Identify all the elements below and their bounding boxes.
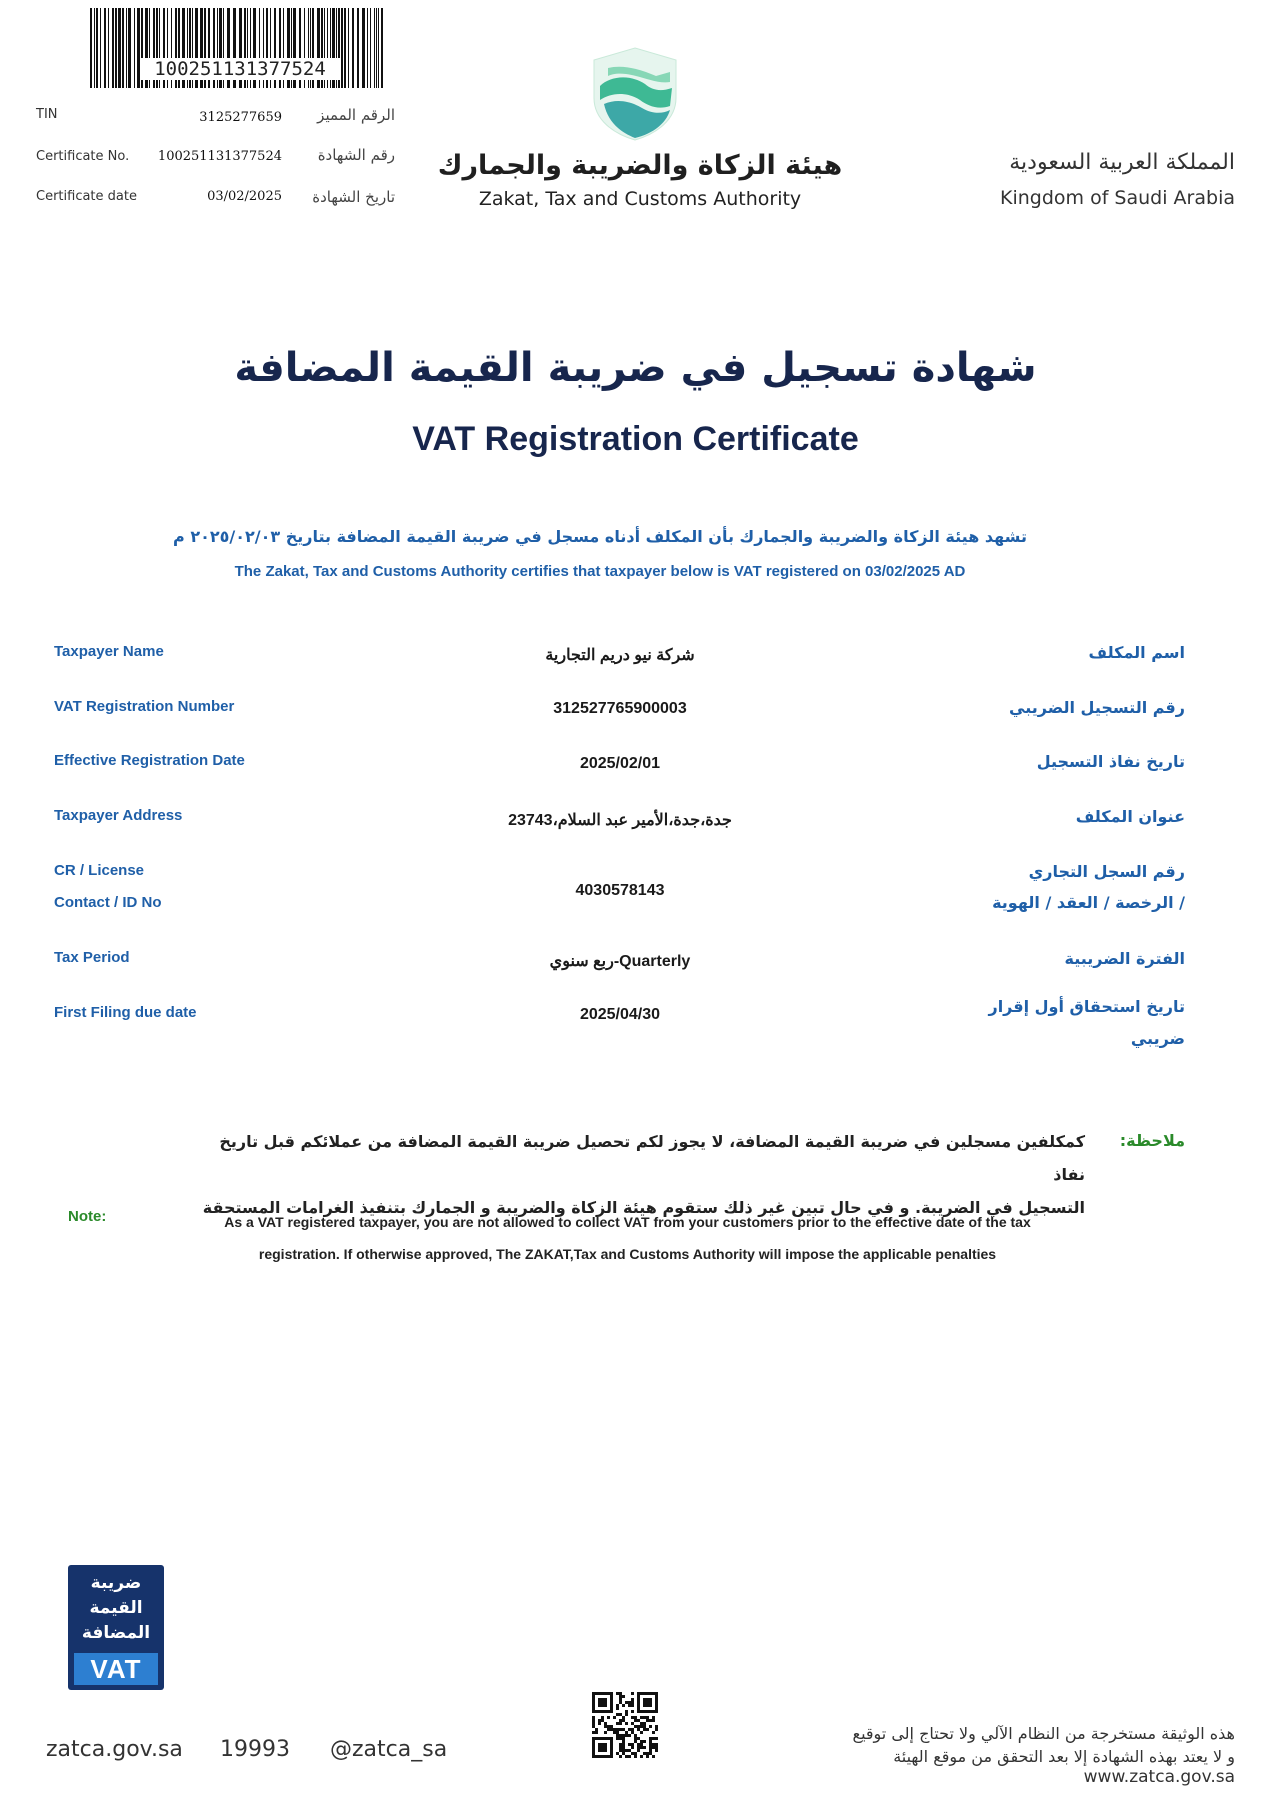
intro-text-ar: تشهد هيئة الزكاة والضريبة والجمارك بأن المكلف أدناه مسجل في ضريبة القيمة المضافة بتاريخ ٢٠٢٥/٠٢/٠٣ م [173, 527, 1027, 546]
cr-license-label: CR / License [54, 862, 145, 879]
certificate-no-label: Certificate No. [36, 149, 130, 164]
vat-logo-line1: ضريبة [90, 1573, 142, 1593]
vat-logo-text-ar [68, 1571, 164, 1646]
note-line1-ar: كمكلفين مسجلين في ضريبة القيمة المضافة، لا يجوز لكم تحصيل ضريبة القيمة المضافة من عملائكم قبل تاريخ نفاذ [219, 1132, 1085, 1184]
certificate-title-en: VAT Registration Certificate [412, 420, 859, 458]
certificate-no-value: 100251131377524 [157, 149, 282, 164]
tax-period-label-ar: الفترة الضريبية [1064, 949, 1185, 968]
effective-date-label: Effective Registration Date [54, 752, 245, 769]
certificate-title-ar: شهادة تسجيل في ضريبة القيمة المضافة [234, 345, 1037, 391]
address-label-ar: عنوان المكلف [1075, 807, 1185, 826]
note-line2-ar: التسجيل في الضريبة. و في حال تبين غير ذلك ستقوم هيئة الزكاة والضريبة و الجمارك بتنفيذ الغرامات المستحقة [202, 1198, 1085, 1217]
contact-id-label-ar: / الرخصة / العقد / الهوية [992, 893, 1185, 912]
tin-label: TIN [36, 107, 58, 122]
footer-disclaimer-2: و لا يعتد بهذه الشهادة إلا بعد التحقق من موقع الهيئة [893, 1747, 1235, 1766]
vat-number-value: 312527765900003 [553, 700, 687, 717]
cr-license-label-ar: رقم السجل التجاري [1028, 862, 1185, 881]
country-name-ar: المملكة العربية السعودية [1009, 150, 1235, 175]
footer-disclaimer-1: هذه الوثيقة مستخرجة من النظام الآلي ولا تحتاج إلى توقيع [852, 1724, 1235, 1743]
authority-name-en: Zakat, Tax and Customs Authority [478, 188, 802, 210]
certificate-date-value: 03/02/2025 [207, 189, 282, 204]
vat-number-label-ar: رقم التسجيل الضريبي [1009, 698, 1185, 717]
certificate-no-label-ar: رقم الشهادة [317, 146, 395, 164]
footer-website[interactable]: zatca.gov.sa [46, 1737, 183, 1762]
effective-date-label-ar: تاريخ نفاذ التسجيل [1036, 752, 1185, 771]
note-label-en: Note: [68, 1208, 107, 1225]
vat-number-label: VAT Registration Number [54, 698, 235, 715]
cr-license-value: 4030578143 [575, 882, 665, 899]
address-value: جدة،جدة،الأمير عبد السلام،23743 [508, 812, 732, 829]
first-filing-value: 2025/04/30 [579, 1006, 661, 1023]
tax-period-label: Tax Period [54, 949, 130, 966]
tax-period-value: Quarterly-ربع سنوي [549, 953, 691, 970]
taxpayer-name-label-ar: اسم المكلف [1088, 643, 1185, 662]
footer-phone: 19993 [220, 1737, 290, 1762]
zatca-logo-icon [590, 46, 680, 142]
authority-name-ar: هيئة الزكاة والضريبة والجمارك [437, 150, 843, 181]
certificate-date-label: Certificate date [36, 189, 137, 204]
note-text-en [160, 1206, 1095, 1270]
country-name-en: Kingdom of Saudi Arabia [1000, 187, 1235, 209]
vat-logo-icon [68, 1565, 164, 1690]
note-label-ar: ملاحظة: [1119, 1131, 1185, 1150]
first-filing-label-ar: تاريخ استحقاق أول إقرار [988, 997, 1185, 1016]
note-line1-en: As a VAT registered taxpayer, you are not allowed to collect VAT from your customers prior to the effective date of the tax [224, 1214, 1031, 1230]
qr-code-icon [592, 1692, 658, 1758]
certificate-date-label-ar: تاريخ الشهادة [312, 188, 395, 206]
effective-date-value: 2025/02/01 [579, 755, 661, 772]
note-line2-en: registration. If otherwise approved, The ZAKAT,Tax and Customs Authority will impose the applicable penalties [258, 1246, 997, 1262]
tin-label-ar: الرقم المميز [317, 106, 395, 124]
contact-id-label: Contact / ID No [54, 894, 162, 911]
vat-logo-line2: القيمة [89, 1598, 143, 1618]
address-label: Taxpayer Address [54, 807, 183, 824]
first-filing-label-ar-2: ضريبي [1130, 1029, 1185, 1048]
taxpayer-name-label: Taxpayer Name [54, 643, 164, 660]
intro-text-en: The Zakat, Tax and Customs Authority certifies that taxpayer below is VAT registered on 03/02/2025 AD [234, 563, 966, 580]
vat-logo-line3: المضافة [81, 1623, 151, 1643]
tin-value: 3125277659 [199, 110, 282, 125]
footer-handle[interactable]: @zatca_sa [330, 1737, 448, 1762]
vat-logo-text-en: VAT [74, 1653, 158, 1685]
first-filing-label: First Filing due date [54, 1004, 197, 1021]
footer-disclaimer-web[interactable]: www.zatca.gov.sa [1083, 1767, 1235, 1787]
barcode-number: 100251131377524 [140, 58, 340, 80]
taxpayer-name-value: شركة نيو دريم التجارية [545, 647, 695, 664]
